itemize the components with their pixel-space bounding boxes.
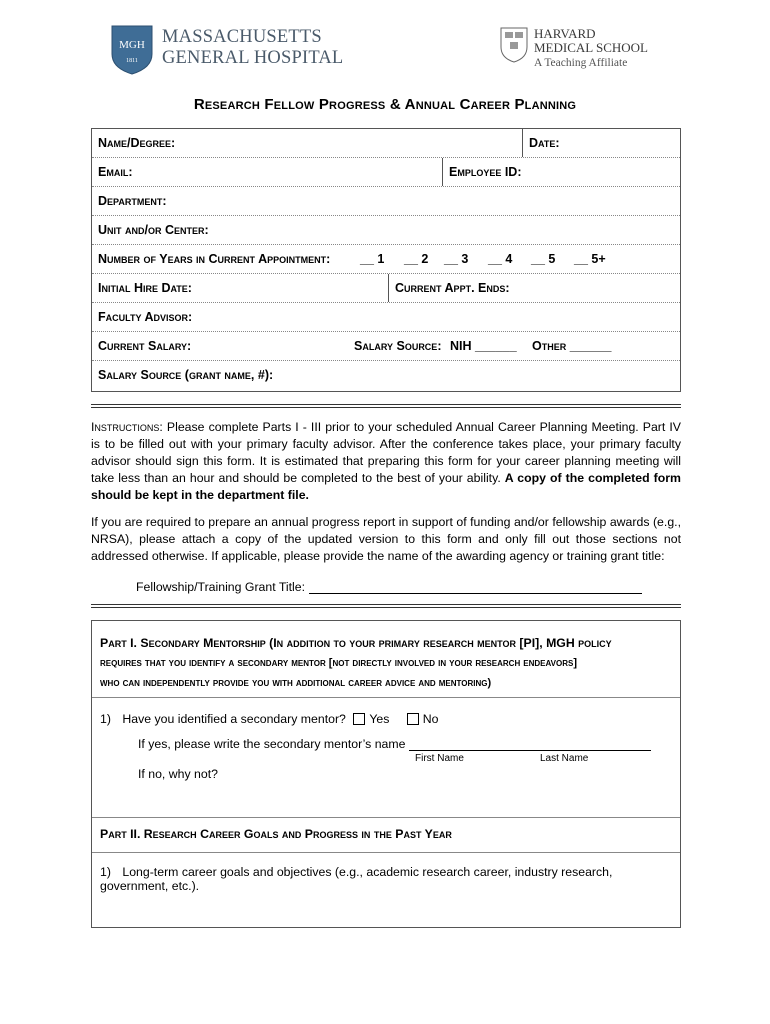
initial-hire-date-field[interactable]: Initial Hire Date:	[98, 281, 192, 295]
secondary-mentor-name-input[interactable]	[409, 739, 651, 751]
secondary-mentor-name-row	[138, 737, 651, 751]
date-field[interactable]: Date:	[522, 129, 680, 157]
years-option-4[interactable]: __ 4	[488, 252, 513, 266]
name-degree-field[interactable]: Name/Degree:	[98, 136, 176, 150]
first-name-caption: First Name	[415, 753, 464, 764]
instructions-text: Please complete Parts I - III prior to your scheduled Annual Career Planning Meeting. Part IV is to be filled out with your primary faculty advisor. After the conference takes place, your primary faculty advisor should sign this form. It is estimated that preparing this form for your career planning meeting will take less than an hour and should be completed to the best of your ability.	[91, 420, 681, 485]
q1-number: 1)	[100, 712, 111, 726]
yes-label: Yes	[369, 712, 390, 726]
part2-q1-number: 1)	[100, 865, 111, 879]
harvard-shield-icon	[500, 27, 528, 63]
part1-q1	[100, 712, 439, 726]
part1-heading: Part I. Secondary Mentorship (In addition to your primary research mentor [PI], MGH policy requires that you identify a secondary mentor [not directly involved in your research endeavors] who can independently provide you with additional career advice and mentoring)	[100, 636, 612, 689]
grant-title-input[interactable]	[309, 582, 642, 594]
years-option-3[interactable]: __ 3	[444, 252, 469, 266]
salary-source-label: Salary Source:	[354, 339, 442, 353]
divider	[92, 852, 680, 853]
years-option-5plus[interactable]: __ 5+	[574, 252, 606, 266]
if-yes-label: If yes, please write the secondary mentor’s name	[138, 737, 406, 751]
faculty-advisor-field[interactable]: Faculty Advisor:	[98, 310, 193, 324]
hms-name-line2: MEDICAL SCHOOL	[534, 40, 648, 55]
current-appt-ends-field[interactable]: Current Appt. Ends:	[388, 274, 680, 302]
salary-source-nih[interactable]: NIH ______	[450, 339, 517, 353]
no-checkbox[interactable]	[407, 713, 419, 725]
grant-title-row	[136, 580, 642, 594]
yes-checkbox[interactable]	[353, 713, 365, 725]
info-form	[91, 128, 681, 392]
q1-text: Have you identified a secondary mentor?	[122, 712, 346, 726]
no-label: No	[422, 712, 439, 726]
salary-source-other[interactable]: Other ______	[532, 339, 612, 353]
instructions	[91, 419, 681, 504]
years-option-2[interactable]: __ 2	[404, 252, 429, 266]
mgh-seal-text: MGH	[119, 39, 145, 51]
grant-title-label: Fellowship/Training Grant Title:	[136, 580, 306, 594]
double-divider	[91, 604, 681, 608]
years-option-5[interactable]: __ 5	[531, 252, 556, 266]
years-option-1[interactable]: __ 1	[360, 252, 385, 266]
email-field[interactable]: Email:	[98, 165, 133, 179]
part2-q1-text: Long-term career goals and objectives (e.g., academic research career, industry research, government, etc.).	[100, 865, 613, 893]
double-divider	[91, 404, 681, 408]
unit-center-field[interactable]: Unit and/or Center:	[98, 223, 209, 237]
parts-section	[91, 620, 681, 928]
hms-name-line1: HARVARD	[534, 26, 596, 41]
last-name-caption: Last Name	[540, 753, 589, 764]
progress-report-note: If you are required to prepare an annual progress report in support of funding and/or fellowship awards (e.g., NRSA), please attach a copy of the updated version to this form and only fill out those sections not addressed otherwise. If applicable, please provide the name of the awarding agency or training grant title:	[91, 515, 681, 563]
page-title: Research Fellow Progress & Annual Career Planning	[193, 96, 577, 113]
employee-id-field[interactable]: Employee ID:	[442, 158, 680, 186]
mgh-seal-year: 1811	[126, 58, 138, 64]
instructions-label: Instructions:	[91, 420, 163, 434]
hms-logo	[500, 27, 660, 75]
if-no-label: If no, why not?	[138, 767, 218, 781]
divider	[92, 817, 680, 818]
years-label: Number of Years in Current Appointment:	[98, 252, 331, 266]
part2-q1	[100, 865, 680, 893]
salary-source-grant-field[interactable]: Salary Source (grant name, #):	[98, 368, 274, 382]
part2-heading: Part II. Research Career Goals and Progress in the Past Year	[100, 827, 452, 841]
mgh-name-line2: GENERAL HOSPITAL	[162, 48, 344, 68]
department-field[interactable]: Department:	[98, 194, 167, 208]
instructions-bold-text: A copy of the completed form should be kept in the department file.	[91, 471, 681, 502]
divider	[92, 697, 680, 698]
mgh-logo	[110, 24, 350, 76]
current-salary-field[interactable]: Current Salary:	[98, 339, 192, 353]
mgh-shield-icon	[110, 24, 154, 76]
hms-affiliate: A Teaching Affiliate	[534, 57, 628, 69]
mgh-name-line1: MASSACHUSETTS	[162, 27, 322, 47]
